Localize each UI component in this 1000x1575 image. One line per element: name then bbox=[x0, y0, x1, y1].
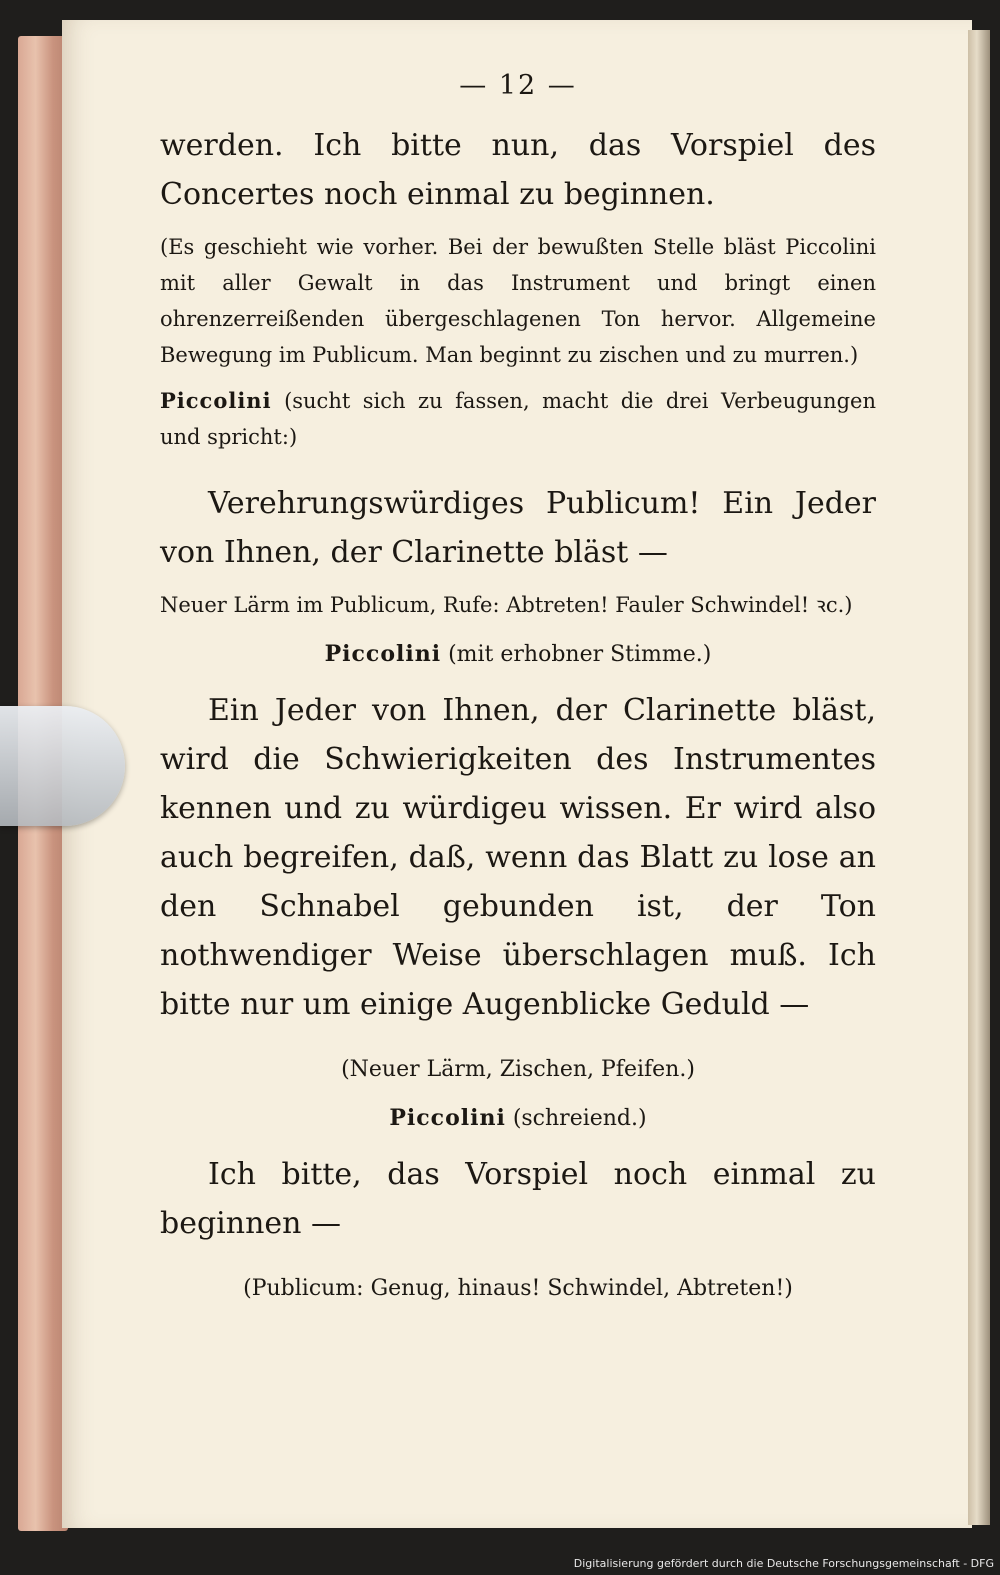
stage-direction-5: (Neuer Lärm, Zischen, Pfeifen.) bbox=[341, 1057, 695, 1082]
paragraph-1: werden. Ich bitte nun, das Vorspiel des Concertes noch einmal zu beginnen. bbox=[160, 128, 876, 212]
speaker-name: Piccolini bbox=[324, 641, 442, 667]
page-content bbox=[160, 70, 876, 1320]
stage-direction-6: (schreiend.) bbox=[512, 1106, 647, 1131]
speaker-name: Piccolini bbox=[160, 388, 272, 413]
page-clip bbox=[0, 706, 125, 826]
stage-direction-3: Neuer Lärm im Publicum, Rufe: Abtreten! Fauler Schwindel! ꝛc.) bbox=[160, 593, 853, 617]
paragraph-4: Ich bitte, das Vorspiel noch einmal zu beginnen — bbox=[160, 1157, 876, 1241]
speaker-line-2 bbox=[160, 637, 876, 672]
next-page-edge bbox=[968, 30, 990, 1525]
paragraph-3: Ein Jeder von Ihnen, der Clarinette bläst, wird die Schwierigkeiten des Instrumentes kennen und zu würdigeu wissen. Er wird also auch begreifen, daß, wenn das Blatt zu lose an den Schnabel gebunden ist, der Ton nothwendiger Weise überschlagen muß. Ich bitte nur um einige Augenblicke Geduld — bbox=[160, 693, 876, 1022]
stage-direction-2: (sucht sich zu fassen, macht die drei Verbeugungen und spricht:) bbox=[160, 389, 876, 449]
speaker-line-3 bbox=[160, 1101, 876, 1136]
page-number: — 12 — bbox=[459, 70, 577, 101]
stage-direction-1: (Es geschieht wie vorher. Bei der bewußten Stelle bläst Piccolini mit aller Gewalt in das Instrument und bringt einen ohrenzerreißenden übergeschlagenen Ton hervor. Allgemeine Bewegung im Publicum. Man beginnt zu zischen und zu murren.) bbox=[160, 235, 876, 367]
paragraph-2: Verehrungswürdiges Publicum! Ein Jeder von Ihnen, der Clarinette bläst — bbox=[160, 486, 876, 570]
speaker-line-1 bbox=[160, 383, 876, 455]
stage-direction-7: (Publicum: Genug, hinaus! Schwindel, Abtreten!) bbox=[243, 1276, 793, 1301]
speaker-name: Piccolini bbox=[389, 1105, 506, 1131]
stage-direction-4: (mit erhobner Stimme.) bbox=[448, 642, 712, 667]
digitization-footer: Digitalisierung gefördert durch die Deutsche Forschungsgemeinschaft - DFG bbox=[0, 1553, 1000, 1575]
